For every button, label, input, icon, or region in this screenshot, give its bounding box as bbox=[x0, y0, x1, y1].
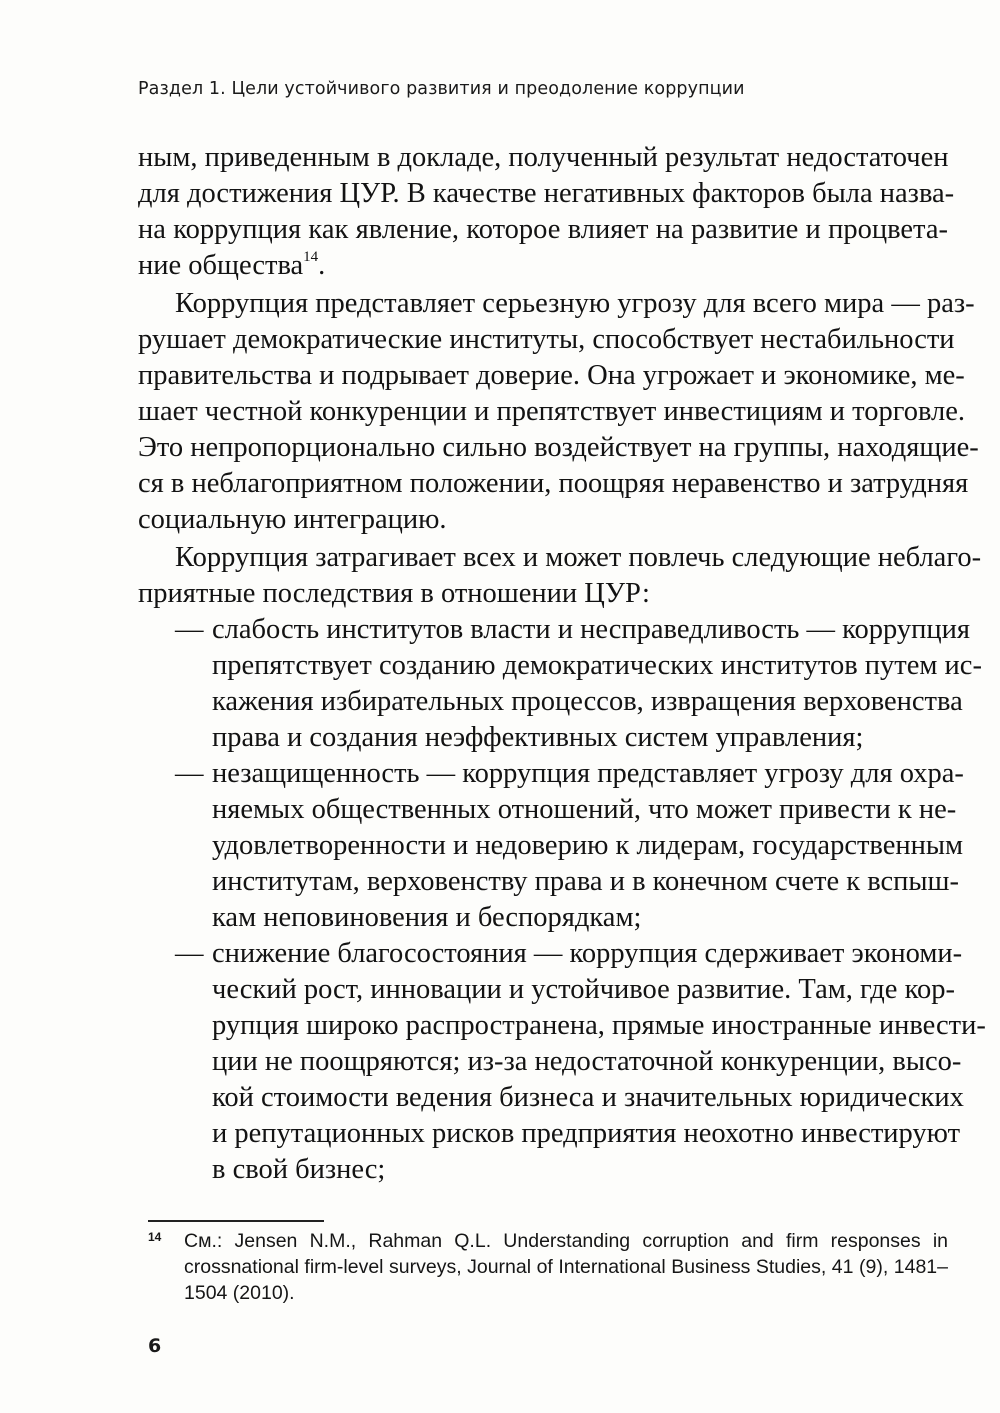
paragraph-3-line-1: Коррупция затрагивает всех и может повлечь следующие неблаго- bbox=[175, 542, 982, 573]
list-item-1-line-1: слабость институтов власти и несправедливость — коррупция bbox=[212, 614, 971, 645]
footnote-line-1: См.: Jensen N.M., Rahman Q.L. Understanding corruption and firm responses in bbox=[184, 1230, 948, 1252]
footnote-line-2: crossnational firm-level surveys, Journal of International Business Studies, 41 (9), 1481– bbox=[184, 1256, 948, 1278]
list-item-3-dash: — bbox=[175, 938, 204, 969]
paragraph-2-line-5: Это непропорционально сильно воздействует на группы, находящие- bbox=[138, 432, 979, 463]
list-item-1-line-3: кажения избирательных процессов, извращения верховенства bbox=[212, 686, 963, 717]
paragraph-1-line-2: для достижения ЦУР. В качестве негативных факторов была назва- bbox=[138, 178, 955, 209]
list-item-1-dash: — bbox=[175, 614, 204, 645]
paragraph-2-line-2: рушает демократические институты, способствует нестабильности bbox=[138, 324, 955, 355]
list-item-2-line-3: удовлетворенности и недоверию к лидерам, государственным bbox=[212, 830, 964, 861]
list-item-1-line-4: права и создания неэффективных систем управления; bbox=[212, 722, 864, 753]
list-item-3-line-4: ции не поощряются; из-за недостаточной конкуренции, высо- bbox=[212, 1046, 962, 1077]
list-item-3-line-7: в свой бизнес; bbox=[212, 1154, 386, 1185]
list-item-2-line-4: институтам, верховенству права и в конечном счете к вспыш- bbox=[212, 866, 959, 897]
footnote-number: 14 bbox=[148, 1230, 162, 1244]
list-item-2-line-2: няемых общественных отношений, что может привести к не- bbox=[212, 794, 957, 825]
list-item-3-line-2: ческий рост, инновации и устойчивое развитие. Там, где кор- bbox=[212, 974, 955, 1005]
list-item-1-line-2: препятствует созданию демократических институтов путем ис- bbox=[212, 650, 982, 681]
paragraph-2-line-6: ся в неблагоприятном положении, поощряя неравенство и затрудняя bbox=[138, 468, 969, 499]
list-item-2-dash: — bbox=[175, 758, 204, 789]
paragraph-1-line-3: на коррупция как явление, которое влияет на развитие и процвета- bbox=[138, 214, 948, 245]
paragraph-2-line-7: социальную интеграцию. bbox=[138, 504, 447, 535]
list-item-2-line-5: кам неповиновения и беспорядкам; bbox=[212, 902, 642, 933]
paragraph-2-line-4: шает честной конкуренции и препятствует инвестициям и торговле. bbox=[138, 396, 966, 427]
list-item-3-line-1: снижение благосостояния — коррупция сдерживает экономи- bbox=[212, 938, 963, 969]
paragraph-2-line-3: правительства и подрывает доверие. Она угрожает и экономике, ме- bbox=[138, 360, 965, 391]
paragraph-1-line-4 bbox=[138, 248, 325, 284]
footnote-separator bbox=[148, 1220, 324, 1222]
list-item-3-line-5: кой стоимости ведения бизнеса и значительных юридических bbox=[212, 1082, 964, 1113]
paragraph-1-end: . bbox=[318, 250, 326, 281]
list-item-3-line-6: и репутационных рисков предприятия неохотно инвестируют bbox=[212, 1118, 961, 1149]
page-number: 6 bbox=[148, 1335, 162, 1357]
running-head: Раздел 1. Цели устойчивого развития и преодоление коррупции bbox=[138, 79, 745, 99]
paragraph-3-line-2: приятные последствия в отношении ЦУР: bbox=[138, 578, 650, 609]
paragraph-2-line-1: Коррупция представляет серьезную угрозу для всего мира — раз- bbox=[175, 288, 975, 319]
footnote-reference: 14 bbox=[303, 249, 319, 265]
list-item-2-line-1: незащищенность — коррупция представляет угрозу для охра- bbox=[212, 758, 964, 789]
list-item-3-line-3: рупция широко распространена, прямые иностранные инвести- bbox=[212, 1010, 986, 1041]
paragraph-1-line-1: ным, приведенным в докладе, полученный результат недостаточен bbox=[138, 142, 949, 173]
footnote-line-3: 1504 (2010). bbox=[184, 1282, 295, 1304]
paragraph-1-line-4-text: ние общества bbox=[138, 250, 304, 281]
